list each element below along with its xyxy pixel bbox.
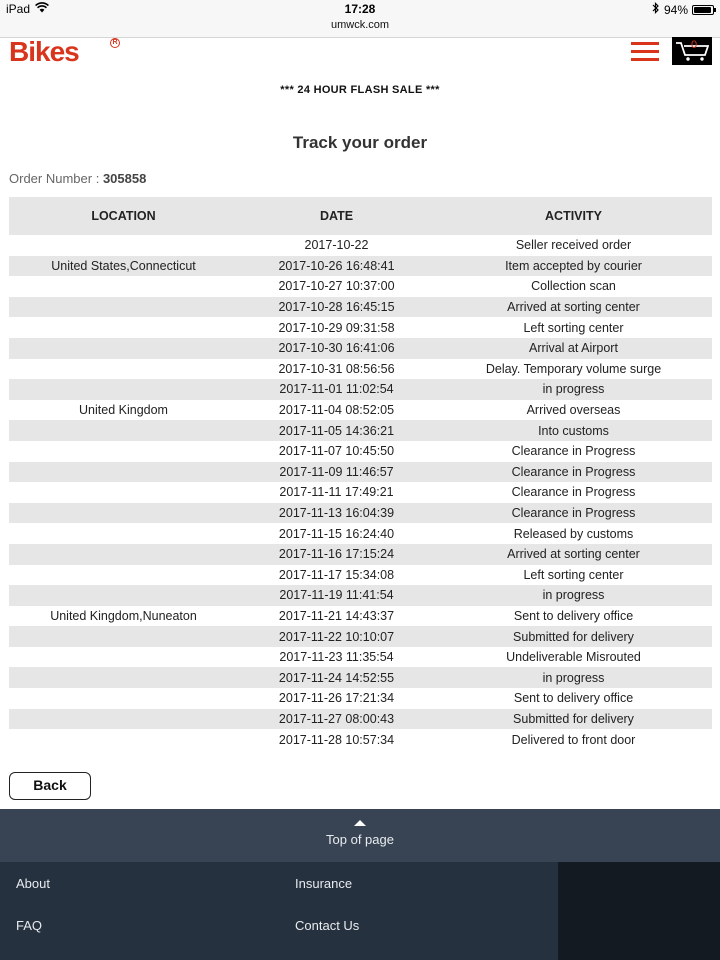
table-body [9, 235, 712, 750]
table-row [9, 606, 712, 627]
table-row [9, 462, 712, 483]
cell-date: 2017-11-26 17:21:34 [278, 691, 395, 706]
cell-activity: in progress [542, 382, 605, 397]
cell-activity: Undeliverable Misrouted [506, 650, 641, 665]
cell-activity: Clearance in Progress [511, 444, 636, 459]
cell-activity: Delay. Temporary volume surge [485, 361, 662, 376]
battery-level [694, 7, 711, 13]
top-of-page-button[interactable] [0, 809, 720, 862]
cart-count: 0 [691, 39, 698, 51]
table-row [9, 359, 712, 380]
cell-activity: Left sorting center [523, 320, 624, 335]
cell-activity: Arrived overseas [526, 403, 621, 418]
table-row [9, 317, 712, 338]
registered-mark: R [110, 38, 120, 48]
tracking-table [9, 197, 712, 750]
cell-date: 2017-10-30 16:41:06 [278, 341, 395, 356]
cell-activity: Submitted for delivery [513, 711, 634, 726]
footer-link-faq[interactable]: FAQ [16, 918, 43, 933]
footer-dark-panel [558, 862, 720, 960]
menu-bar [631, 50, 659, 53]
cell-activity: Clearance in Progress [511, 485, 636, 500]
table-row [9, 400, 712, 421]
cell-activity: Arrived at sorting center [507, 300, 640, 315]
table-row [9, 235, 712, 256]
cell-activity: Clearance in Progress [511, 464, 636, 479]
cell-date: 2017-10-31 08:56:56 [278, 361, 395, 376]
cell-date: 2017-11-24 14:52:55 [278, 670, 395, 685]
cart-button[interactable] [672, 37, 712, 65]
cell-location: United Kingdom,Nuneaton [50, 608, 197, 623]
table-row [9, 647, 712, 668]
cell-date: 2017-11-27 08:00:43 [278, 711, 395, 726]
cell-date: 2017-11-28 10:57:34 [278, 732, 395, 747]
footer [0, 862, 720, 960]
cell-date: 2017-11-05 14:36:21 [278, 423, 395, 438]
menu-icon[interactable] [631, 42, 659, 62]
table-row [9, 503, 712, 524]
address-bar-url[interactable]: umwck.com [330, 19, 390, 31]
cell-date: 2017-10-22 [304, 238, 369, 253]
cell-date: 2017-11-23 11:35:54 [279, 650, 394, 665]
cell-activity: Arrived at sorting center [507, 547, 640, 562]
cell-date: 2017-11-09 11:46:57 [279, 464, 394, 479]
page-title: Track your order [292, 133, 428, 152]
cell-date: 2017-11-15 16:24:40 [278, 526, 395, 541]
cell-date: 2017-11-11 17:49:21 [279, 485, 394, 500]
table-row [9, 420, 712, 441]
table-row [9, 379, 712, 400]
cell-date: 2017-10-28 16:45:15 [278, 300, 395, 315]
table-row [9, 276, 712, 297]
device-label: iPad [6, 2, 31, 16]
cell-activity: in progress [542, 670, 605, 685]
cell-date: 2017-10-29 09:31:58 [278, 320, 395, 335]
battery-icon [692, 5, 714, 15]
cell-date: 2017-11-13 16:04:39 [278, 506, 395, 521]
menu-bar [631, 58, 659, 61]
cell-activity: Left sorting center [523, 567, 624, 582]
cell-date: 2017-11-17 15:34:08 [278, 567, 395, 582]
order-number-label: Order Number : [9, 171, 100, 186]
cell-activity: Submitted for delivery [513, 629, 634, 644]
menu-bar [631, 42, 659, 45]
bikes-logo[interactable]: Bikes [9, 36, 79, 67]
cell-activity: Arrival at Airport [529, 341, 618, 356]
table-row [9, 565, 712, 586]
header-activity: ACTIVITY [545, 209, 602, 223]
order-number [9, 171, 146, 186]
table-row [9, 482, 712, 503]
header-date: DATE [319, 209, 354, 223]
cell-activity: Into customs [538, 423, 609, 438]
table-row [9, 544, 712, 565]
table-header [9, 197, 712, 235]
cell-activity: Sent to delivery office [513, 608, 634, 623]
cell-activity: Released by customs [513, 526, 634, 541]
status-right [652, 2, 714, 17]
table-row [9, 338, 712, 359]
table-row [9, 256, 712, 277]
clock: 17:28 [344, 2, 376, 16]
cell-activity: Delivered to front door [511, 732, 636, 747]
header-location: LOCATION [91, 209, 156, 223]
table-row [9, 709, 712, 730]
table-row [9, 585, 712, 606]
cell-activity: Clearance in Progress [511, 506, 636, 521]
flash-sale-banner: *** 24 HOUR FLASH SALE *** [280, 84, 440, 96]
cell-activity: in progress [542, 588, 605, 603]
table-row [9, 297, 712, 318]
cell-date: 2017-10-27 10:37:00 [278, 279, 395, 294]
table-row [9, 441, 712, 462]
cell-location: United Kingdom [79, 403, 168, 418]
cell-date: 2017-10-26 16:48:41 [278, 258, 395, 273]
cell-date: 2017-11-19 11:41:54 [279, 588, 394, 603]
cell-date: 2017-11-04 08:52:05 [278, 403, 395, 418]
table-row [9, 626, 712, 647]
footer-link-contact[interactable]: Contact Us [295, 918, 360, 933]
cell-activity: Seller received order [515, 238, 632, 253]
battery-percent: 94% [663, 2, 688, 17]
table-row [9, 667, 712, 688]
order-number-value: 305858 [102, 171, 147, 186]
cell-activity: Item accepted by courier [505, 258, 642, 273]
footer-link-about[interactable]: About [16, 876, 50, 891]
back-button[interactable]: Back [9, 772, 91, 800]
cell-date: 2017-11-22 10:10:07 [278, 629, 395, 644]
table-row [9, 688, 712, 709]
cell-activity: Collection scan [531, 279, 616, 294]
cell-date: 2017-11-01 11:02:54 [279, 382, 394, 397]
status-bar [0, 0, 720, 38]
table-row [9, 729, 712, 750]
footer-link-insurance[interactable]: Insurance [295, 876, 353, 891]
table-row [9, 523, 712, 544]
cell-activity: Sent to delivery office [513, 691, 634, 706]
cell-date: 2017-11-21 14:43:37 [278, 608, 395, 623]
bluetooth-icon [652, 2, 660, 17]
top-of-page-label: Top of page [326, 832, 394, 847]
cell-date: 2017-11-07 10:45:50 [278, 444, 395, 459]
arrow-up-icon [354, 820, 366, 826]
cell-location: United States,Connecticut [51, 258, 196, 273]
cell-date: 2017-11-16 17:15:24 [278, 547, 395, 562]
